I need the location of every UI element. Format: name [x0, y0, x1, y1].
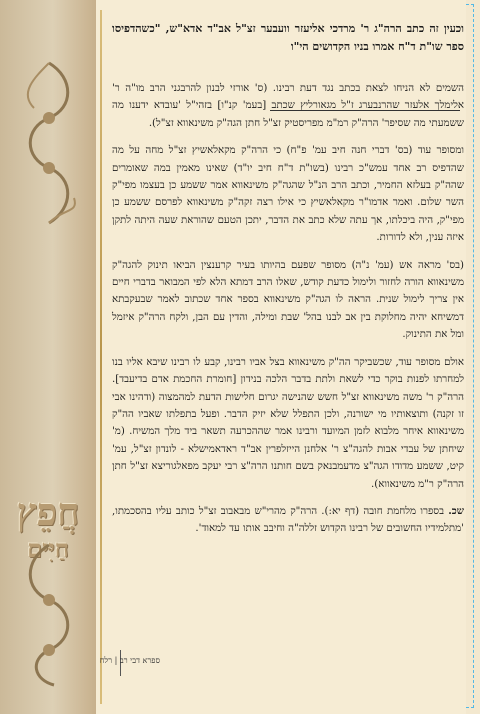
paragraph-5	[112, 503, 464, 538]
scroll-ornament-top-icon	[4, 58, 94, 228]
gold-rule	[100, 10, 102, 704]
book-title-line1: חֲפֵץ	[16, 489, 80, 534]
paragraph-5-lead: שכ.	[448, 504, 464, 517]
paragraph-2: ומסופר עוד (בס' דברי חנה חיב עמ' פ"ח) כי הרה"ק מקאלאשיץ זצ"ל מחה על מה שהדפיס רב אחד עמש"כ רבינו (בשו"ת ד"ח חיב יו"ד) שאינו מאמין במה שאומרים שהה"ק בעלזא החמיר, וכתב הרב הנ"ל שהגה"ק משינאווא אמר ששמע כן בעצמו מפי"ק השר שלום. ואמר אדמו"ר מקאלאשיץ כי אילו רצה זקה"ק משינאווא לפרסם ששמע כן מפי"ק, היה ביכלתו, אך עתה שלא כתב את הדבר, יתכן הטעם שהוראת שעה היתה לתקן איזה ענין, ולא לדורות.	[112, 145, 464, 244]
book-title-line2: חַיִּים	[27, 534, 69, 563]
paragraph-3: (בס' מראה אש (עמ' נ"ה) מסופר שפעם בהיותו בעיר קרענצין הביאו תינוק להגה"ק משינאווא הורה לחזור ולימול כדעת קודש, שאלו הרב דמתא הלא לפי המבואר בדברי חיים אין צריך לימול שנית. הראה לו הגה"ק משינאווא בספר אחד שכתוב לאמר שבעקבתא דמשיחא יהיה מחלוקת בין אב לבנו בהל' שבת ומילה, והדין עם הבן, ולקח הרה"ק איזמל ומל את התינוק.	[112, 259, 464, 341]
page-footer: ספרא דבי רב | רלח	[99, 656, 160, 665]
paragraph-4: אולם מסופר עוד, שכשביקר הה"ק משינאווא בצל אביו רבינו, קבע לו רבינו שיבא אליו בנו למחרתו לפנות בוקר כדי לשאת ולתת בדבר הלכה בנידון [חומרת החכמת אדם בדיעבד]. הרה"ק ר' משה משינאווא זצ"ל חשש שהנישה יגרום חלישות הדעת למהמצוה (ודהינו אבי זו זקנה) ותוצאותיו מי ישורנה, ולכן התפלל שלא יזיק הדבר. ופעל בתפלתו שאביו הה"ק משינאווא איחר מלבוא לזמן המיועד ורבינו אמר שההכרעה תשאר ביד מלך המשיח. (מ' שיחתן של עבדי אבות להגה"צ ר' אלחנן הייזלפרין אב"ד ראדאמישלא - לונדון זצ"ל, עמ' קיט, ששמע מדודו הגה"צ מדעמבנאק בשם חותנו הרה"צ רבי יעקב מפאלגוריצא זצ"ל חתן הרה"ק ר"מ משינאווא).	[112, 356, 464, 490]
decorative-side-panel	[0, 0, 96, 714]
text-area	[112, 20, 464, 548]
intro-text: וכעין זה כתב הרה"ג ר' מרדכי אליעזר וועבער זצ"ל אב"ד אדא"ש, "כשהדפיסו ספר שו"ת ד"ח אמרו בניו הקדושים הי"ו	[112, 22, 464, 53]
paragraph-1: השמים לא הניחו לצאת בכתב נגד דעת רבינו. (ס' אורזי לבנון להרבגני הרב מו"ה ר' אלימלך אלעזר שהרנבערג ז"ל מגאורליץ שכתב [בעמ' קנ"ו] בזהי"ל 'עובדא ידענו מה ששמעתי מה שסיפר' הרה"ק רמ"מ מפריסטיק זצ"ל חתן הגה"ק משינאווא זצ"ל).	[112, 83, 464, 129]
paragraph-5-text: בספרו מלחמת חובה (דף יא:). הרה"ק מהרי"ש מבאבוב זצ"ל כותב עליו בהסכמתו, 'מתלמידיו החשובים של רבינו הקדוש זללה"ה וחיבב אותו עד למאוד'.	[112, 505, 464, 535]
